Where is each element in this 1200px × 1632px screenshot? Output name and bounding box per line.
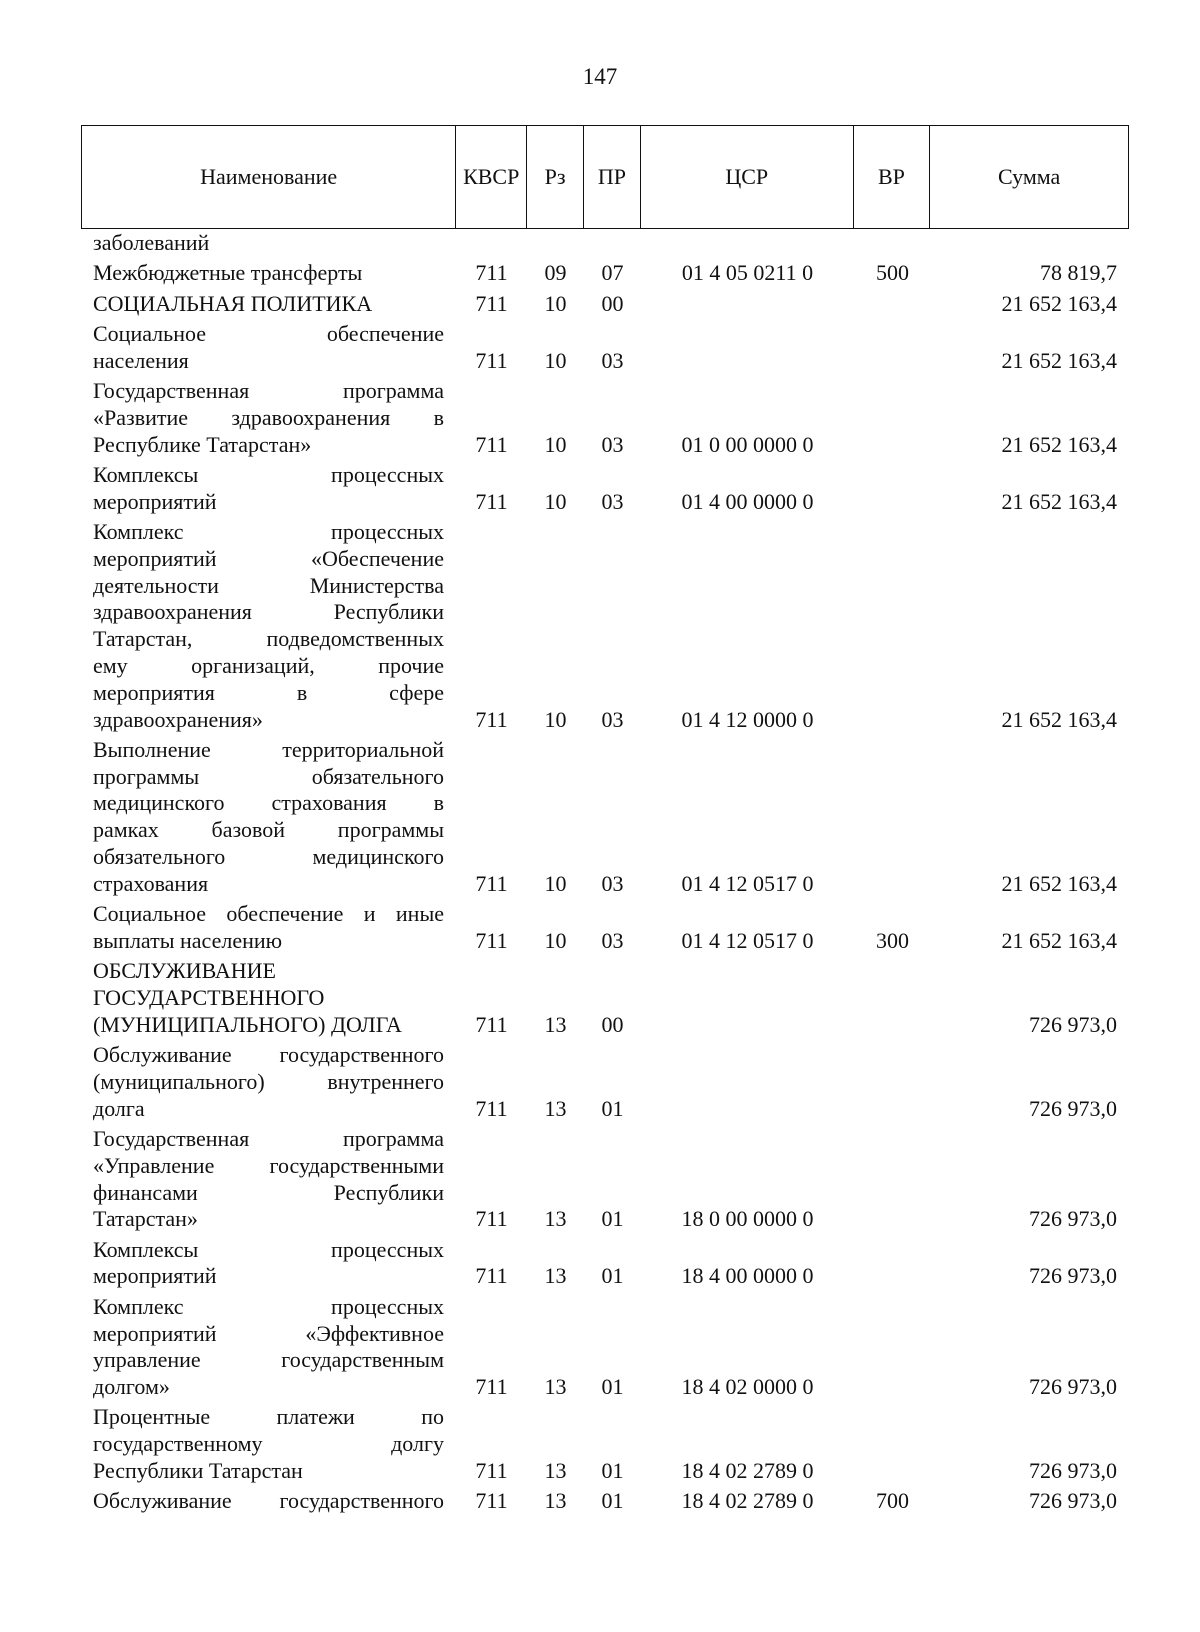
row-name	[81, 321, 456, 375]
table-row	[81, 737, 1129, 898]
row-name-line: Государственная программа	[93, 1126, 444, 1151]
table-row	[81, 1488, 1129, 1515]
row-name	[81, 260, 456, 287]
row-csr: 01 4 12 0517 0	[681, 927, 814, 953]
header-sum: Сумма	[998, 164, 1061, 189]
row-csr: 01 4 12 0000 0	[681, 706, 814, 732]
row-name-line: программы обязательного	[93, 763, 444, 789]
row-name	[81, 737, 456, 898]
row-sum: 21 652 163,4	[1001, 488, 1117, 514]
row-name-line: Процентные платежи по	[93, 1404, 444, 1430]
row-name-line: здравоохранения Республики	[93, 599, 444, 625]
row-name-line: страхования	[93, 870, 209, 896]
row-name-line: выплаты населению	[93, 927, 283, 953]
row-name-line: Выполнение территориальной	[93, 736, 444, 762]
row-name-line: долгом»	[93, 1374, 170, 1400]
row-name-line: Обслуживание государственного	[93, 1488, 444, 1514]
row-rz: 10	[544, 706, 567, 732]
row-kvsr: 711	[475, 431, 508, 457]
header-pr: ПР	[584, 126, 641, 228]
row-kvsr: 711	[475, 706, 508, 732]
row-name-line: Комплексы процессных	[93, 461, 444, 487]
table-row	[81, 230, 1129, 257]
row-kvsr: 711	[475, 870, 508, 896]
header-name: Наименование	[82, 126, 456, 228]
row-name	[81, 958, 456, 1038]
row-csr: 18 0 00 0000 0	[681, 1206, 814, 1232]
row-name-line: «Управление государственными	[93, 1152, 444, 1178]
table-row	[81, 901, 1129, 955]
row-vr: 300	[876, 927, 909, 953]
header-csr: ЦСР	[641, 126, 854, 228]
row-name-line: СОЦИАЛЬНАЯ ПОЛИТИКА	[93, 290, 373, 316]
row-kvsr: 711	[475, 927, 508, 953]
row-name	[81, 1042, 456, 1122]
row-pr: 00	[601, 1011, 624, 1037]
row-name-line: Татарстан»	[93, 1206, 198, 1232]
row-name-line: Социальное обеспечение и иные	[93, 901, 444, 927]
table-row	[81, 260, 1129, 287]
row-rz: 13	[544, 1011, 567, 1037]
row-name-line: Комплекс процессных	[93, 1293, 444, 1319]
row-sum: 726 973,0	[1029, 1011, 1117, 1037]
row-kvsr: 711	[475, 1095, 508, 1121]
row-name-line: мероприятия в сфере	[93, 679, 444, 705]
row-csr: 01 4 12 0517 0	[681, 870, 814, 896]
header-vr: ВР	[854, 126, 931, 228]
row-kvsr: 711	[475, 1374, 508, 1400]
row-sum: 21 652 163,4	[1001, 927, 1117, 953]
row-name-line: мероприятий	[93, 488, 217, 514]
table-body	[81, 230, 1129, 1519]
table-row	[81, 1404, 1129, 1484]
row-name-line: обязательного медицинского	[93, 844, 444, 870]
table-row	[81, 1042, 1129, 1122]
row-sum: 21 652 163,4	[1001, 290, 1117, 316]
row-pr: 03	[601, 431, 624, 457]
row-name-line: Государственная программа	[93, 377, 444, 403]
row-name-line: здравоохранения»	[93, 706, 263, 732]
row-sum: 726 973,0	[1029, 1488, 1117, 1514]
row-name-line: Межбюджетные трансферты	[93, 260, 363, 286]
row-name	[81, 462, 456, 516]
row-name-line: Комплексы процессных	[93, 1236, 444, 1262]
row-name	[81, 901, 456, 955]
table-row	[81, 958, 1129, 1038]
row-name-line: рамках базовой программы	[93, 817, 444, 843]
row-sum: 78 819,7	[1040, 260, 1117, 286]
row-rz: 13	[544, 1263, 567, 1289]
row-kvsr: 711	[475, 260, 508, 286]
row-name-line: Обслуживание государственного	[93, 1042, 444, 1068]
row-name-line: (муниципального) внутреннего	[93, 1068, 444, 1094]
row-csr: 01 0 00 0000 0	[681, 431, 814, 457]
row-rz: 10	[544, 290, 567, 316]
row-pr: 07	[601, 260, 624, 286]
row-sum: 726 973,0	[1029, 1263, 1117, 1289]
row-name-line: Республики Татарстан	[93, 1458, 303, 1484]
row-pr: 01	[601, 1263, 624, 1289]
table-row	[81, 321, 1129, 375]
row-name-line: деятельности Министерства	[93, 572, 444, 598]
row-name	[81, 519, 456, 733]
row-pr: 03	[601, 927, 624, 953]
row-kvsr: 711	[475, 1458, 508, 1484]
row-name-line: Социальное обеспечение	[93, 320, 444, 346]
row-rz: 13	[544, 1488, 567, 1514]
row-rz: 09	[544, 260, 567, 286]
row-name	[81, 1404, 456, 1484]
row-csr: 18 4 00 0000 0	[681, 1263, 814, 1289]
row-name	[81, 1126, 456, 1233]
row-kvsr: 711	[475, 1488, 508, 1514]
row-kvsr: 711	[475, 347, 508, 373]
row-name-line: заболеваний	[93, 230, 210, 255]
row-sum: 726 973,0	[1029, 1374, 1117, 1400]
row-pr: 03	[601, 347, 624, 373]
row-pr: 01	[601, 1206, 624, 1232]
table-row	[81, 291, 1129, 318]
row-name-line: мероприятий «Эффективное	[93, 1320, 444, 1346]
row-rz: 10	[544, 347, 567, 373]
row-sum: 726 973,0	[1029, 1206, 1117, 1232]
row-rz: 10	[544, 431, 567, 457]
header-kvsr: КВСР	[456, 126, 527, 228]
row-csr: 18 4 02 0000 0	[681, 1374, 814, 1400]
row-sum: 21 652 163,4	[1001, 347, 1117, 373]
row-pr: 03	[601, 706, 624, 732]
row-sum: 21 652 163,4	[1001, 706, 1117, 732]
row-rz: 10	[544, 488, 567, 514]
row-name-line: «Развитие здравоохранения в	[93, 404, 444, 430]
row-name-line: ОБСЛУЖИВАНИЕ	[93, 958, 276, 984]
row-vr: 500	[876, 260, 909, 286]
table-row	[81, 378, 1129, 458]
row-name	[81, 1294, 456, 1401]
table-row	[81, 1237, 1129, 1291]
row-vr: 700	[876, 1488, 909, 1514]
row-csr: 01 4 00 0000 0	[681, 488, 814, 514]
row-name-line: ему организаций, прочие	[93, 652, 444, 678]
row-pr: 01	[601, 1095, 624, 1121]
row-name-line: населения	[93, 347, 189, 373]
table-row	[81, 1294, 1129, 1401]
row-name-line: ГОСУДАРСТВЕННОГО	[93, 985, 325, 1011]
row-name	[81, 230, 456, 257]
row-rz: 10	[544, 870, 567, 896]
row-name	[81, 378, 456, 458]
row-rz: 13	[544, 1458, 567, 1484]
row-sum: 21 652 163,4	[1001, 870, 1117, 896]
row-name-line: мероприятий «Обеспечение	[93, 545, 444, 571]
row-name-line: долга	[93, 1095, 145, 1121]
row-name	[81, 1488, 456, 1515]
row-name-line: Комплекс процессных	[93, 518, 444, 544]
row-rz: 13	[544, 1374, 567, 1400]
row-name-line: Татарстан, подведомственных	[93, 626, 444, 652]
table-row	[81, 462, 1129, 516]
table-row	[81, 519, 1129, 733]
row-kvsr: 711	[475, 1263, 508, 1289]
row-kvsr: 711	[475, 1011, 508, 1037]
row-name	[81, 291, 456, 318]
row-name-line: Республике Татарстан»	[93, 431, 312, 457]
row-pr: 00	[601, 290, 624, 316]
row-name-line: государственному долгу	[93, 1431, 444, 1457]
row-csr: 18 4 02 2789 0	[681, 1488, 814, 1514]
table-row	[81, 1126, 1129, 1233]
table-header	[81, 125, 1129, 229]
row-sum: 21 652 163,4	[1001, 431, 1117, 457]
row-pr: 01	[601, 1488, 624, 1514]
row-rz: 10	[544, 927, 567, 953]
row-name-line: финансами Республики	[93, 1179, 444, 1205]
row-kvsr: 711	[475, 290, 508, 316]
row-name-line: управление государственным	[93, 1347, 444, 1373]
row-kvsr: 711	[475, 488, 508, 514]
page-number: 147	[582, 64, 618, 89]
header-rz: Рз	[527, 126, 584, 228]
row-csr: 01 4 05 0211 0	[681, 260, 814, 286]
row-name-line: медицинского страхования в	[93, 790, 444, 816]
row-name-line: мероприятий	[93, 1263, 217, 1289]
row-sum: 726 973,0	[1029, 1095, 1117, 1121]
row-pr: 01	[601, 1458, 624, 1484]
row-rz: 13	[544, 1095, 567, 1121]
row-name	[81, 1237, 456, 1291]
row-csr: 18 4 02 2789 0	[681, 1458, 814, 1484]
row-sum: 726 973,0	[1029, 1458, 1117, 1484]
row-pr: 03	[601, 488, 624, 514]
row-pr: 01	[601, 1374, 624, 1400]
row-pr: 03	[601, 870, 624, 896]
row-name-line: (МУНИЦИПАЛЬНОГО) ДОЛГА	[93, 1011, 402, 1037]
row-rz: 13	[544, 1206, 567, 1232]
row-kvsr: 711	[475, 1206, 508, 1232]
